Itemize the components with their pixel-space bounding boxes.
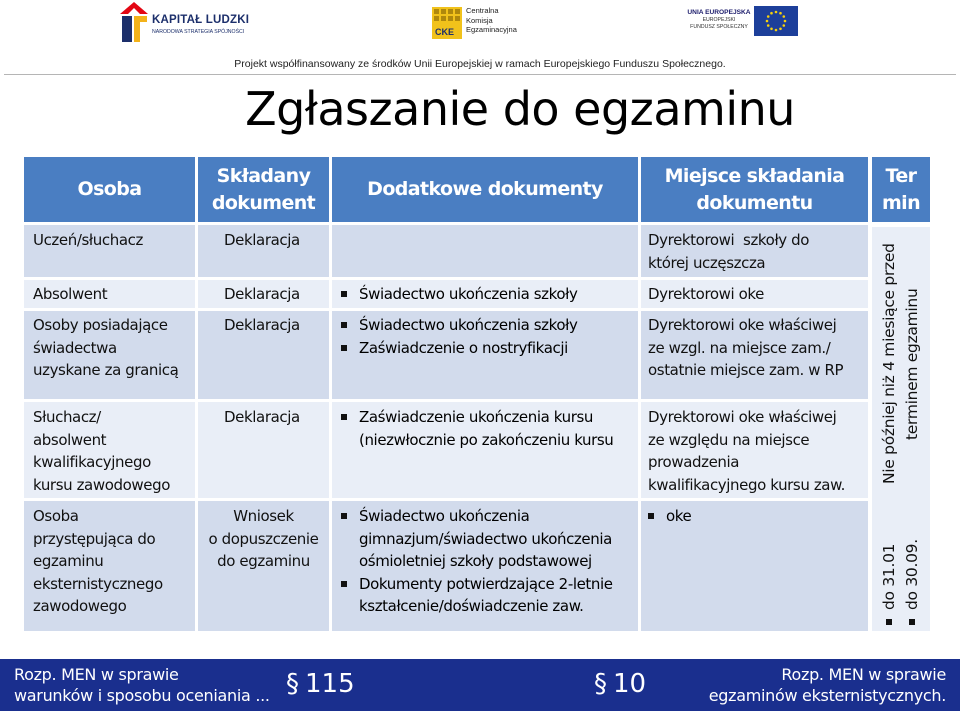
row-3-dokument: Deklaracja: [224, 316, 300, 334]
row-4-dokument: Deklaracja: [224, 408, 300, 426]
row-5-miejsce-list: [648, 505, 691, 528]
header-dodatkowe-dokumenty-label: Dodatkowe dokumenty: [367, 178, 603, 200]
termin-bullet: [886, 619, 892, 625]
footer-left-line-1: Rozp. MEN w sprawie: [14, 665, 179, 684]
row-2-dodatkowe-list: [341, 283, 578, 306]
header-miejsce-skladania-label: Miejsce składania dokumentu: [664, 164, 845, 214]
eu-star: [782, 15, 785, 18]
termin-bullet: [909, 619, 915, 625]
eu-star: [770, 27, 773, 30]
row-3-dodatkowe-item: Świadectwo ukończenia szkoły: [341, 314, 578, 337]
footer-paragraph-10: [594, 668, 646, 700]
header-miejsce-skladania: [641, 157, 868, 222]
footer-paragraph-115: [286, 668, 355, 700]
eu-star: [770, 12, 773, 15]
row-1-osoba: Uczeń/słuchacz: [33, 231, 143, 249]
cke-line-1: Centralna: [466, 6, 499, 15]
row-2-dodatkowe-item: Świadectwo ukończenia szkoły: [341, 283, 578, 306]
row-3-miejsce: Dyrektorowi oke właściwej ze wzgl. na miejsce zam./ ostatnie miejsce zam. w RP: [648, 316, 844, 379]
cke-logo: [432, 5, 542, 41]
footer-right-reference: [709, 664, 946, 706]
eu-star: [766, 20, 769, 23]
row-2-dokument: Deklaracja: [224, 285, 300, 303]
row-3-dodatkowe-list: [341, 314, 578, 359]
header-osoba-label: Osoba: [77, 178, 142, 200]
footer-right-line-2: egzaminów eksternistycznych.: [708, 686, 946, 705]
header-skladany-dokument-label: Składany dokument: [211, 164, 316, 214]
row-5-dodatkowe-list: [341, 505, 613, 618]
eu-star: [779, 27, 782, 30]
cke-mark-text: CKE: [435, 27, 455, 37]
ue-efs-text: [686, 9, 752, 32]
eu-star: [767, 15, 770, 18]
ue-line-1: UNIA EUROPEJSKA: [687, 9, 751, 16]
termin-lower-line-1: do 31.01: [880, 543, 898, 610]
section-sign-icon: §: [594, 669, 607, 699]
eu-star: [779, 12, 782, 15]
slide-title: Zgłaszanie do egzaminu: [245, 82, 795, 136]
column-divider: [638, 225, 641, 631]
kapital-ludzki-subtitle: NARODOWA STRATEGIA SPÓJNOŚCI: [152, 29, 245, 35]
cke-name: [466, 6, 517, 35]
section-sign-icon: §: [286, 669, 299, 699]
row-4-dodatkowe-list: [341, 406, 613, 451]
row-5-miejsce-item: oke: [648, 505, 691, 528]
footer-right-line-1: Rozp. MEN w sprawie: [781, 665, 946, 684]
header-termin: [872, 157, 930, 222]
eu-star: [767, 24, 770, 27]
row-4-dodatkowe-item: Zaświadczenie ukończenia kursu (niezwłocznie po zakończeniu kursu: [341, 406, 613, 451]
eu-flag-icon: [754, 6, 798, 36]
column-divider: [329, 225, 332, 631]
eu-star: [775, 11, 778, 14]
eu-star: [782, 24, 785, 27]
header-divider: [4, 74, 956, 75]
header-osoba: [24, 157, 195, 222]
ue-line-3: FUNDUSZ SPOŁECZNY: [690, 24, 748, 30]
row-2-osoba: Absolwent: [33, 285, 108, 303]
row-5-dodatkowe-item: Świadectwo ukończenia gimnazjum/świadectwo ukończenia ośmioletniej szkoły podstawowej: [341, 505, 613, 573]
row-5-osoba: Osoba przystępująca do egzaminu eksternistycznego zawodowego: [33, 507, 163, 615]
footer-bar: [0, 659, 960, 711]
header-dodatkowe-dokumenty: [332, 157, 638, 222]
project-cofinancing-note: Projekt współfinansowany ze środków Unii Europejskiej w ramach Europejskiego Funduszu Społecznego.: [234, 58, 726, 70]
header-termin-label: Ter min: [881, 164, 921, 214]
footer-ref-2: 10: [613, 669, 647, 699]
row-4-miejsce: Dyrektorowi oke właściwej ze względu na miejsce prowadzenia kwalifikacyjnego kursu zaw.: [648, 408, 845, 494]
row-5-dokument: Wniosek o dopuszczenie do egzaminu: [208, 507, 319, 570]
kapital-ludzki-name: KAPITAŁ LUDZKI: [152, 14, 250, 26]
termin-upper-line-1: Nie później niż 4 miesiące przed: [880, 243, 898, 484]
footer-left-line-2: warunków i sposobu oceniania ...: [14, 686, 270, 705]
row-4-osoba: Słuchacz/ absolwent kwalifikacyjnego kursu zawodowego: [33, 408, 170, 494]
row-1-miejsce: Dyrektorowi szkoły do której uczęszcza: [648, 231, 810, 272]
termin-lower-line-2: do 30.09.: [903, 539, 921, 610]
kapital-ludzki-mark-icon: [120, 2, 148, 42]
footer-left-reference: [14, 664, 270, 706]
cke-line-3: Egzaminacyjna: [466, 25, 517, 34]
row-1-dokument: Deklaracja: [224, 231, 300, 249]
sponsor-logos: [0, 0, 960, 56]
row-5-dodatkowe-item: Dokumenty potwierdzające 2-letnie kształcenie/doświadczenie zaw.: [341, 573, 613, 618]
kapital-ludzki-logo: [120, 2, 270, 44]
eu-star: [775, 29, 778, 32]
header-skladany-dokument: [198, 157, 329, 222]
row-3-osoba: Osoby posiadające świadectwa uzyskane za granicą: [33, 316, 179, 379]
eu-star: [784, 20, 787, 23]
row-3-dodatkowe-item: Zaświadczenie o nostryfikacji: [341, 337, 578, 360]
row-2-miejsce: Dyrektorowi oke: [648, 285, 765, 303]
cke-line-2: Komisja: [466, 15, 493, 25]
termin-upper-line-2: terminem egzaminu: [903, 288, 921, 440]
ue-efs-logo: [686, 6, 800, 40]
ue-line-2: EUROPEJSKI: [702, 16, 736, 23]
footer-ref-1: 115: [305, 669, 355, 699]
